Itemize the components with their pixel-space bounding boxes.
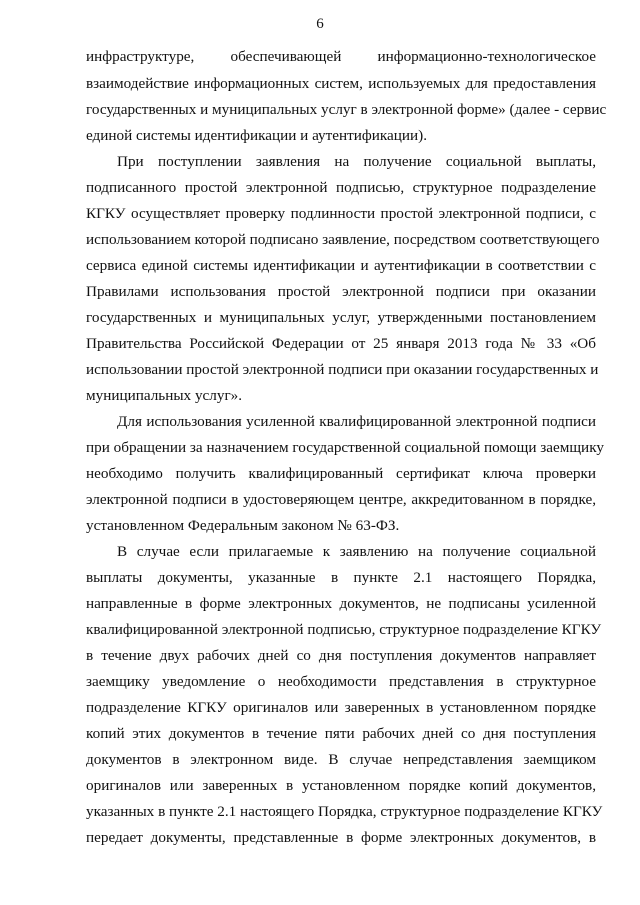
paragraph-first-line: В случае если прилагаемые к заявлению на получение социальной [117,543,596,560]
text-line: единой системы идентификации и аутентификации). [86,127,428,144]
text-line: сервиса единой системы идентификации и аутентификации в соответствии с [86,257,596,274]
text-line: государственных и муниципальных услуг в электронной форме» (далее - сервис [86,101,607,118]
text-line: документов в электронном виде. В случае непредставления заемщиком [86,751,596,768]
text-line: инфраструктуре, обеспечивающей информационно-технологическое [86,48,596,65]
text-line: направленные в форме электронных документов, не подписаны усиленной [86,595,596,612]
paragraph-first-line: Для использования усиленной квалифицированной электронной подписи [117,413,596,430]
text-line: выплаты документы, указанные в пункте 2.1 настоящего Порядка, [86,569,596,586]
text-line: необходимо получить квалифицированный сертификат ключа проверки [86,465,596,482]
text-line: в течение двух рабочих дней со дня поступления документов направляет [86,647,596,664]
text-line: КГКУ осуществляет проверку подлинности простой электронной подписи, с [86,205,596,222]
text-line: при обращении за назначением государственной социальной помощи заемщику [86,439,604,456]
text-line: указанных в пункте 2.1 настоящего Порядка, структурное подразделение КГКУ [86,803,603,820]
text-line: электронной подписи в удостоверяющем центре, аккредитованном в порядке, [86,491,596,508]
text-line: оригиналов или заверенных в установленном порядке копий документов, [86,777,596,794]
text-line: взаимодействие информационных систем, используемых для предоставления [86,75,596,92]
text-line: Правительства Российской Федерации от 25 января 2013 года № 33 «Об [86,335,596,352]
text-line: государственных и муниципальных услуг, утвержденными постановлением [86,309,596,326]
paragraph-first-line: При поступлении заявления на получение социальной выплаты, [117,153,596,170]
text-line: использованием которой подписано заявление, посредством соответствующего [86,231,600,248]
text-line: квалифицированной электронной подписью, структурное подразделение КГКУ [86,621,602,638]
text-line: заемщику уведомление о необходимости представления в структурное [86,673,596,690]
text-line: использовании простой электронной подписи при оказании государственных и [86,361,599,378]
text-line: подписанного простой электронной подписью, структурное подразделение [86,179,596,196]
text-line: установленном Федеральным законом № 63-ФЗ. [86,517,400,534]
text-line: передает документы, представленные в форме электронных документов, в [86,829,596,846]
text-line: подразделение КГКУ оригиналов или заверенных в установленном порядке [86,699,596,716]
text-line: Правилами использования простой электронной подписи при оказании [86,283,596,300]
text-line: муниципальных услуг». [86,387,243,404]
text-line: копий этих документов в течение пяти рабочих дней со дня поступления [86,725,596,742]
page-number: 6 [316,16,324,32]
